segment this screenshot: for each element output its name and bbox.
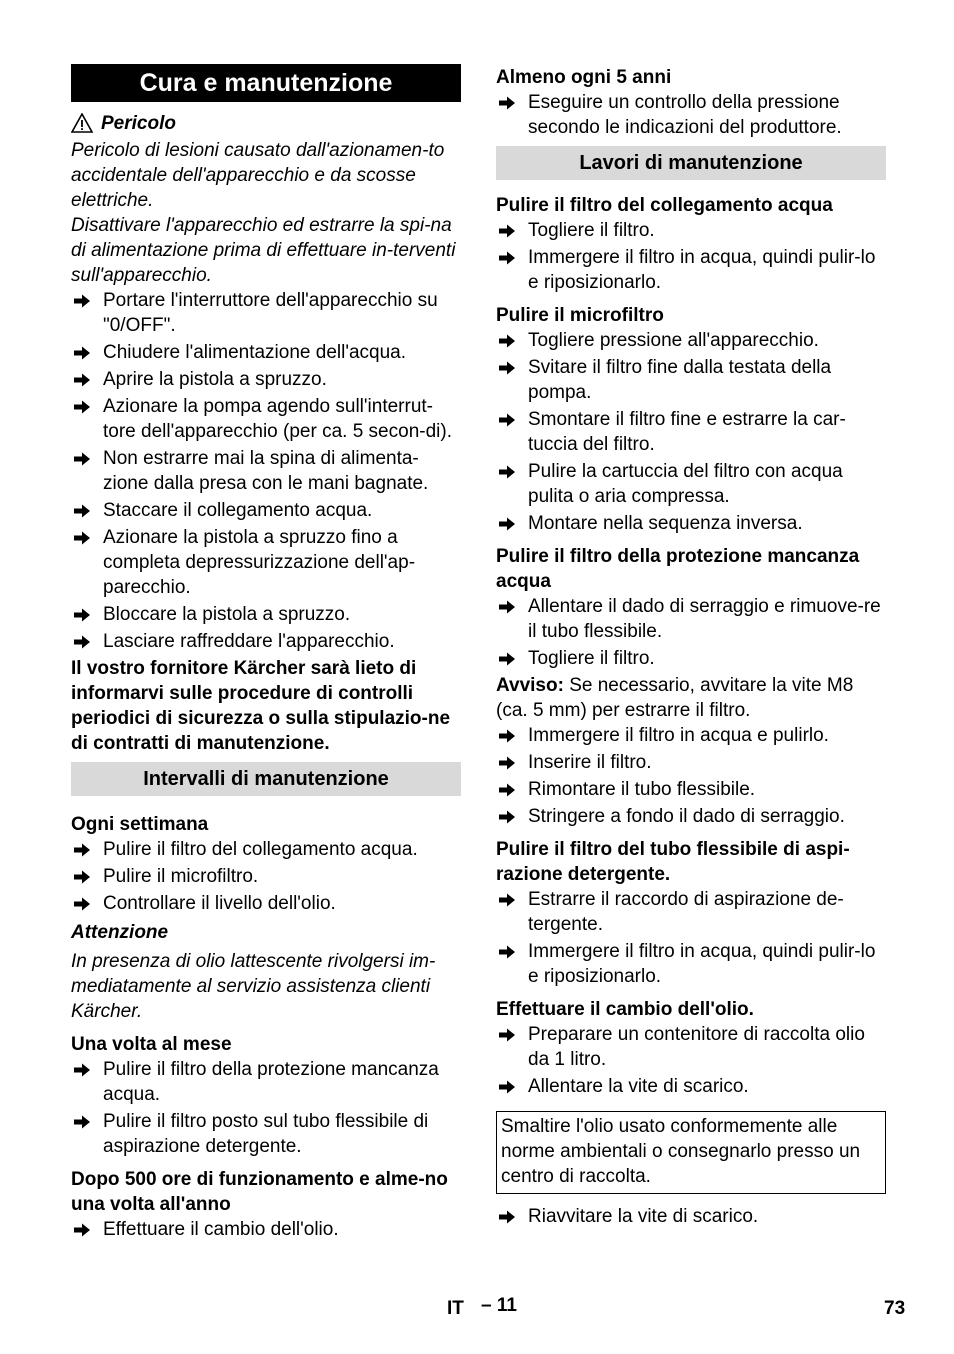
arrow-right-icon [498, 218, 518, 243]
list-item [496, 355, 886, 405]
arrow-right-icon [498, 459, 518, 484]
list-item-text: Preparare un contenitore di raccolta olio da 1 litro. [528, 1024, 865, 1070]
arrow-right-icon [73, 1057, 93, 1082]
list-item [496, 723, 886, 748]
notice-text: Se necessario, avvitare la vite M8 (ca. 5 mm) per estrarre il filtro. [496, 675, 854, 721]
arrow-right-icon [498, 328, 518, 353]
list-item [71, 891, 461, 916]
arrow-right-icon [498, 1074, 518, 1099]
attention-label: Attenzione [71, 922, 169, 943]
list-item-text: Rimontare il tubo flessibile. [528, 779, 756, 800]
list-item [71, 367, 461, 392]
arrow-right-icon [73, 602, 93, 627]
oil-change-heading: Effettuare il cambio dell'olio. [496, 999, 754, 1020]
list-item-text: Azionare la pompa agendo sull'interrut-tore dell'apparecchio (per ca. 5 secon-di). [103, 396, 452, 442]
section-maintenance-work: Lavori di manutenzione [496, 146, 886, 180]
list-item [496, 1074, 886, 1099]
footer-language: IT [447, 1298, 464, 1319]
footer-section-page: – 11 [481, 1295, 517, 1316]
list-item [71, 1217, 461, 1242]
microfilter-list [496, 328, 886, 536]
list-item-text: Lasciare raffreddare l'apparecchio. [103, 631, 395, 652]
list-item-text: Inserire il filtro. [528, 752, 652, 773]
list-item-text: Immergere il filtro in acqua, quindi pulir-lo e riposizionarlo. [528, 247, 876, 293]
list-item-text: Estrarre il raccordo di aspirazione de-tergente. [528, 889, 844, 935]
list-item [71, 602, 461, 627]
arrow-right-icon [73, 837, 93, 862]
list-item [496, 804, 886, 829]
arrow-right-icon [498, 511, 518, 536]
list-item [71, 340, 461, 365]
notice-label: Avviso: [496, 675, 564, 696]
warning-triangle-icon [71, 113, 93, 133]
low-water-filter-list-b [496, 723, 886, 829]
list-item [496, 459, 886, 509]
left-column [71, 64, 461, 1244]
arrow-right-icon [498, 355, 518, 380]
arrow-right-icon [498, 1204, 518, 1229]
list-item [496, 594, 886, 644]
danger-text-1: Pericolo di lesioni causato dall'azionamen-to accidentale dell'apparecchio e da scosse elettriche. [71, 140, 445, 211]
arrow-right-icon [73, 629, 93, 654]
list-item-text: Staccare il collegamento acqua. [103, 500, 373, 521]
arrow-right-icon [498, 939, 518, 964]
list-item-text: Bloccare la pistola a spruzzo. [103, 604, 351, 625]
list-item-text: Chiudere l'alimentazione dell'acqua. [103, 342, 406, 363]
list-item-text: Pulire il filtro della protezione mancanza acqua. [103, 1059, 439, 1105]
list-item [71, 837, 461, 862]
list-item-text: Svitare il filtro fine dalla testata della pompa. [528, 357, 832, 403]
arrow-right-icon [498, 804, 518, 829]
low-water-filter-list-a [496, 594, 886, 671]
microfilter-heading: Pulire il microfiltro [496, 305, 664, 326]
list-item-text: Non estrarre mai la spina di alimenta-zione dalla presa con le mani bagnate. [103, 448, 429, 494]
list-item-text: Allentare la vite di scarico. [528, 1076, 749, 1097]
list-item-text: Pulire il filtro del collegamento acqua. [103, 839, 418, 860]
list-item [71, 446, 461, 496]
list-item-text: Togliere il filtro. [528, 648, 655, 669]
water-filter-heading: Pulire il filtro del collegamento acqua [496, 195, 833, 216]
list-item [496, 90, 886, 140]
arrow-right-icon [73, 864, 93, 889]
list-item-text: Allentare il dado di serraggio e rimuove-re il tubo flessibile. [528, 596, 881, 642]
oil-change-list-after [496, 1204, 886, 1229]
list-item [496, 1022, 886, 1072]
low-water-filter-heading: Pulire il filtro della protezione mancanza acqua [496, 546, 860, 592]
list-item [496, 750, 886, 775]
environment-note-box: Smaltire l'olio usato conformemente alle norme ambientali o consegnarlo presso un centro di raccolta. [496, 1111, 886, 1194]
arrow-right-icon [73, 1217, 93, 1242]
list-item-text: Pulire il microfiltro. [103, 866, 259, 887]
arrow-right-icon [73, 394, 93, 419]
list-item [496, 218, 886, 243]
list-item-text: Riavvitare la vite di scarico. [528, 1206, 759, 1227]
arrow-right-icon [73, 446, 93, 471]
list-item [496, 777, 886, 802]
list-item-text: Controllare il livello dell'olio. [103, 893, 336, 914]
list-item [496, 939, 886, 989]
arrow-right-icon [73, 340, 93, 365]
right-column [496, 65, 886, 1231]
arrow-right-icon [498, 646, 518, 671]
danger-heading [71, 108, 461, 138]
oil-change-list [496, 1022, 886, 1099]
arrow-right-icon [498, 1022, 518, 1047]
list-item [71, 498, 461, 523]
arrow-right-icon [498, 777, 518, 802]
monthly-heading: Una volta al mese [71, 1034, 232, 1055]
list-item [496, 1204, 886, 1229]
list-item [496, 511, 886, 536]
arrow-right-icon [498, 723, 518, 748]
dealer-note: Il vostro fornitore Kärcher sarà lieto di informarvi sulle procedure di controlli periodici di sicurezza o sulla stipulazio-ne di contratti di manutenzione. [71, 658, 451, 754]
list-item-text: Immergere il filtro in acqua e pulirlo. [528, 725, 829, 746]
safety-steps-list [71, 288, 461, 654]
detergent-hose-list [496, 887, 886, 989]
list-item [71, 864, 461, 889]
section-intervals: Intervalli di manutenzione [71, 762, 461, 796]
list-item [496, 245, 886, 295]
list-item-text: Immergere il filtro in acqua, quindi pulir-lo e riposizionarlo. [528, 941, 876, 987]
list-item-text: Pulire il filtro posto sul tubo flessibile di aspirazione detergente. [103, 1111, 429, 1157]
arrow-right-icon [73, 288, 93, 313]
list-item [71, 629, 461, 654]
arrow-right-icon [498, 887, 518, 912]
list-item [71, 394, 461, 444]
arrow-right-icon [73, 1109, 93, 1134]
list-item-text: Aprire la pistola a spruzzo. [103, 369, 327, 390]
yearly-heading: Dopo 500 ore di funzionamento e alme-no una volta all'anno [71, 1169, 448, 1215]
arrow-right-icon [498, 90, 518, 115]
list-item-text: Stringere a fondo il dado di serraggio. [528, 806, 845, 827]
five-years-list [496, 90, 886, 140]
list-item-text: Montare nella sequenza inversa. [528, 513, 803, 534]
arrow-right-icon [73, 367, 93, 392]
list-item [71, 1109, 461, 1159]
arrow-right-icon [73, 498, 93, 523]
page-title: Cura e manutenzione [71, 64, 461, 102]
arrow-right-icon [498, 407, 518, 432]
list-item-text: Eseguire un controllo della pressione secondo le indicazioni del produttore. [528, 92, 842, 138]
list-item [496, 887, 886, 937]
list-item-text: Smontare il filtro fine e estrarre la car-tuccia del filtro. [528, 409, 846, 455]
list-item [496, 328, 886, 353]
arrow-right-icon [498, 750, 518, 775]
detergent-hose-heading: Pulire il filtro del tubo flessibile di aspi-razione detergente. [496, 839, 850, 885]
list-item-text: Pulire la cartuccia del filtro con acqua pulita o aria compressa. [528, 461, 843, 507]
list-item [71, 288, 461, 338]
list-item-text: Effettuare il cambio dell'olio. [103, 1219, 339, 1240]
list-item [496, 646, 886, 671]
weekly-heading: Ogni settimana [71, 814, 209, 835]
five-years-heading: Almeno ogni 5 anni [496, 67, 672, 88]
monthly-list [71, 1057, 461, 1159]
arrow-right-icon [73, 891, 93, 916]
water-filter-list [496, 218, 886, 295]
danger-label: Pericolo [101, 112, 176, 134]
attention-text: In presenza di olio lattescente rivolgersi im-mediatamente al servizio assistenza clienti Kärcher. [71, 951, 436, 1022]
list-item [71, 525, 461, 600]
list-item-text: Portare l'interruttore dell'apparecchio su "0/OFF". [103, 290, 438, 336]
arrow-right-icon [73, 525, 93, 550]
weekly-list [71, 837, 461, 916]
footer-page-number: 73 [884, 1298, 906, 1319]
list-item-text: Azionare la pistola a spruzzo fino a completa depressurizzazione dell'ap-parecchio. [103, 527, 416, 598]
arrow-right-icon [498, 245, 518, 270]
list-item [496, 407, 886, 457]
yearly-list [71, 1217, 461, 1242]
list-item-text: Togliere il filtro. [528, 220, 655, 241]
arrow-right-icon [498, 594, 518, 619]
list-item [71, 1057, 461, 1107]
notice-paragraph [496, 673, 886, 723]
list-item-text: Togliere pressione all'apparecchio. [528, 330, 819, 351]
danger-text-2: Disattivare l'apparecchio ed estrarre la spi-na di alimentazione prima di effettuare in-terventi sull'apparecchio. [71, 215, 456, 286]
